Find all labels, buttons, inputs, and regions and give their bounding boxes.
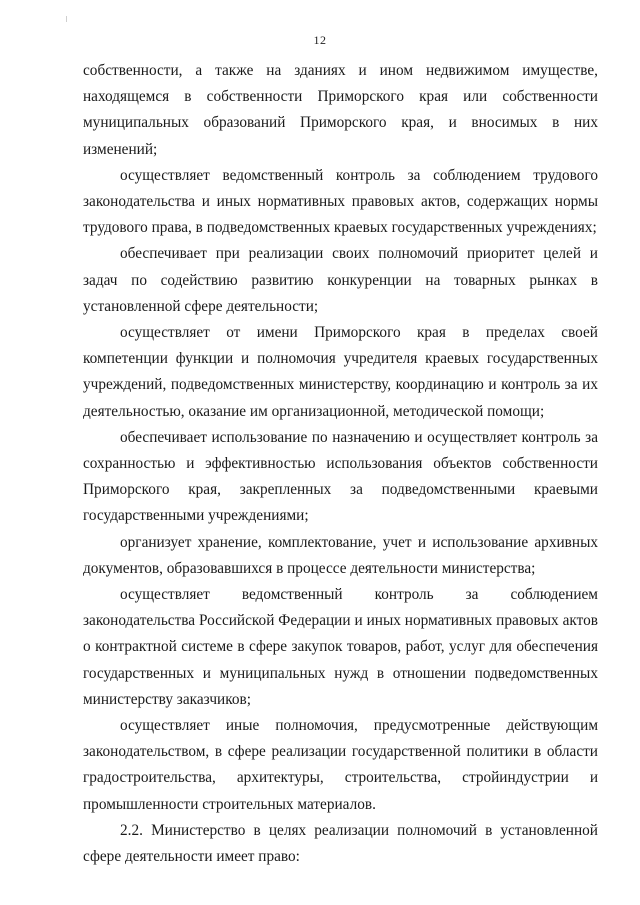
paragraph-competition: обеспечивает при реализации своих полномочий приоритет целей и задач по содействию развитию конкуренции на товарных рынках в установленной сфере деятельности; <box>83 245 598 315</box>
paragraph-labor-control: осуществляет ведомственный контроль за соблюдением трудового законодательства и иных нормативных правовых актов, содержащих нормы трудового права, в подведомственных краевых государственных учреждениях; <box>83 166 598 237</box>
scan-artifact <box>66 16 67 22</box>
page-number: 12 <box>313 33 327 47</box>
paragraph-other-powers: осуществляет иные полномочия, предусмотренные действующим законодательством, в сфере реализации государственной политики в области градостроительства, архитектуры, строительства, стройиндустрии и промышленности строительных материалов. <box>83 717 598 813</box>
document-body <box>83 58 598 870</box>
paragraph-continuation: собственности, а также на зданиях и ином недвижимом имуществе, находящемся в собственности Приморского края или собственности муниципальных образований Приморского края, и вносимых в них изменений; <box>83 62 598 158</box>
paragraph-archives: организует хранение, комплектование, учет и использование архивных документов, образовавшихся в процессе деятельности министерства; <box>83 533 598 577</box>
paragraph-procurement-control: осуществляет ведомственный контроль за соблюдением законодательства Российской Федерации и иных нормативных правовых актов о контрактной системе в сфере закупок товаров, работ, услуг для обеспечения государственных и муниципальных нужд в отношении подведомственных министерству заказчиков; <box>83 586 598 708</box>
paragraph-section-2-2: 2.2. Министерство в целях реализации полномочий в установленной сфере деятельности имеет право: <box>83 821 598 866</box>
paragraph-founder-functions: осуществляет от имени Приморского края в пределах своей компетенции функции и полномочия учредителя краевых государственных учреждений, подведомственных министерству, координацию и контроль за их деятельностью, оказание им организационной, методической помощи; <box>83 324 598 420</box>
paragraph-property-control: обеспечивает использование по назначению и осуществляет контроль за сохранностью и эффективностью использования объектов собственности Приморского края, закрепленных за подведомственными краевыми государственными учреждениями; <box>83 428 598 525</box>
